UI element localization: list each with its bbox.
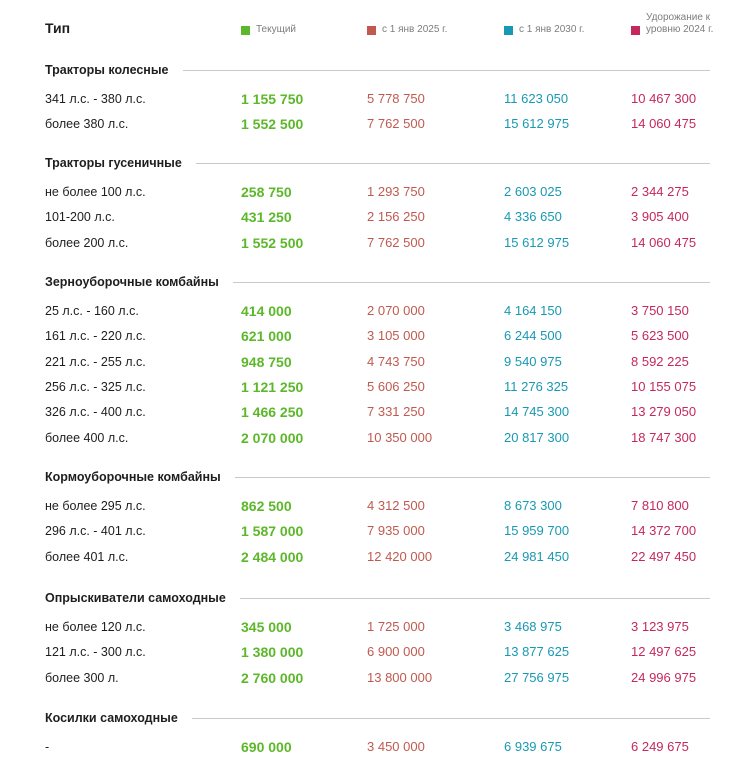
row-label: не более 295 л.с. [45, 499, 146, 513]
row-label: 296 л.с. - 401 л.с. [45, 524, 146, 539]
value-rise: 3 750 150 [631, 303, 689, 318]
value-y2030: 13 877 625 [504, 644, 570, 660]
value-y2030: 9 540 975 [504, 353, 562, 369]
table-row [0, 402, 750, 422]
value-y2025: 3 450 000 [367, 739, 425, 754]
value-y2025: 13 800 000 [367, 669, 433, 685]
row-label: 121 л.с. - 300 л.с. [45, 645, 146, 660]
value-current: 2 070 000 [241, 429, 304, 446]
value-y2030: 11 276 325 [504, 378, 569, 394]
value-current: 1 587 000 [241, 523, 304, 540]
legend-2030-label: с 1 янв 2030 г. [519, 24, 585, 35]
section-title: Зерноуборочные комбайны [45, 275, 219, 289]
value-current: 258 750 [241, 184, 292, 200]
table-row [0, 617, 750, 637]
section-title: Тракторы колесные [45, 63, 169, 77]
value-y2030: 3 468 975 [504, 619, 562, 634]
section-header [45, 155, 710, 171]
value-y2025: 1 725 000 [367, 619, 425, 634]
value-current: 1 380 000 [241, 644, 304, 661]
section-divider [192, 718, 710, 719]
value-y2025: 12 420 000 [367, 548, 433, 564]
row-label: 256 л.с. - 325 л.с. [45, 379, 146, 394]
red-swatch-icon [367, 26, 376, 35]
row-label: 326 л.с. - 400 л.с. [45, 405, 146, 420]
value-current: 1 552 500 [241, 116, 304, 133]
legend-rise-label: Удорожание к уровню 2024 г. [646, 12, 714, 35]
value-rise: 14 060 475 [631, 234, 697, 250]
row-label: 221 л.с. - 255 л.с. [45, 354, 146, 369]
value-y2025: 6 900 000 [367, 644, 425, 660]
table-header [0, 0, 750, 60]
row-label: 341 л.с. - 380 л.с. [45, 92, 146, 106]
value-y2025: 7 935 000 [367, 523, 425, 539]
table-row [0, 233, 750, 253]
table-row [0, 352, 750, 372]
value-rise: 18 747 300 [631, 429, 697, 445]
value-y2025: 1 293 750 [367, 184, 425, 199]
table-row [0, 326, 750, 346]
value-y2030: 15 959 700 [504, 523, 570, 539]
row-label: более 380 л.с. [45, 117, 129, 132]
value-y2025: 4 743 750 [367, 353, 425, 369]
table-row [0, 89, 750, 109]
value-rise: 3 123 975 [631, 619, 689, 634]
row-label: не более 120 л.с. [45, 620, 146, 634]
value-y2025: 3 105 000 [367, 328, 425, 344]
table-row [0, 642, 750, 662]
value-current: 2 760 000 [241, 669, 304, 686]
table-row [0, 668, 750, 688]
value-rise: 13 279 050 [631, 404, 697, 420]
value-y2030: 27 756 975 [504, 669, 570, 685]
value-rise: 7 810 800 [631, 498, 689, 513]
value-current: 862 500 [241, 498, 292, 514]
section-divider [233, 282, 710, 283]
value-y2025: 2 156 250 [367, 209, 425, 225]
value-y2025: 4 312 500 [367, 498, 425, 513]
value-y2030: 15 612 975 [504, 234, 570, 250]
table-row [0, 547, 750, 567]
value-y2030: 6 939 675 [504, 739, 562, 754]
value-rise: 14 060 475 [631, 116, 697, 132]
value-y2025: 7 331 250 [367, 404, 425, 420]
legend-current [241, 24, 296, 36]
teal-swatch-icon [504, 26, 513, 35]
value-current: 1 121 250 [241, 378, 304, 395]
legend-2030 [504, 24, 584, 36]
section-header [45, 469, 710, 485]
section-divider [183, 70, 711, 71]
row-label: не более 100 л.с. [45, 185, 146, 199]
value-rise: 3 905 400 [631, 209, 689, 225]
green-swatch-icon [241, 26, 250, 35]
value-rise: 2 344 275 [631, 184, 689, 199]
value-rise: 8 592 225 [631, 353, 689, 369]
value-y2030: 6 244 500 [504, 328, 562, 344]
section-divider [196, 163, 710, 164]
value-current: 1 552 500 [241, 234, 304, 251]
value-rise: 22 497 450 [631, 548, 697, 564]
section-title: Опрыскиватели самоходные [45, 591, 226, 605]
value-current: 948 750 [241, 353, 292, 370]
value-current: 690 000 [241, 739, 292, 755]
value-y2030: 24 981 450 [504, 548, 570, 564]
value-y2030: 11 623 050 [504, 91, 569, 106]
row-label: более 401 л.с. [45, 549, 129, 564]
section-header [45, 274, 710, 290]
value-y2025: 7 762 500 [367, 234, 425, 250]
table-row [0, 301, 750, 321]
row-label: 25 л.с. - 160 л.с. [45, 304, 139, 318]
value-y2025: 7 762 500 [367, 116, 425, 132]
value-current: 621 000 [241, 328, 292, 345]
table-row [0, 377, 750, 397]
value-rise: 12 497 625 [631, 644, 697, 660]
table-row [0, 207, 750, 227]
value-rise: 14 372 700 [631, 523, 697, 539]
table-row [0, 182, 750, 202]
legend-2025 [367, 24, 447, 36]
row-label: более 300 л. [45, 670, 119, 685]
value-current: 431 250 [241, 209, 292, 226]
value-current: 345 000 [241, 619, 292, 635]
table-row [0, 114, 750, 134]
section-divider [240, 598, 710, 599]
section-title: Кормоуборочные комбайны [45, 470, 221, 484]
table-row [0, 496, 750, 516]
value-rise: 5 623 500 [631, 328, 689, 344]
legend-current-label: Текущий [256, 24, 296, 35]
value-y2025: 2 070 000 [367, 303, 425, 318]
value-y2030: 4 336 650 [504, 209, 562, 225]
section-header [45, 62, 710, 78]
legend-2025-label: с 1 янв 2025 г. [382, 24, 448, 35]
row-label: более 400 л.с. [45, 430, 129, 445]
row-label: - [45, 740, 50, 754]
value-rise: 24 996 975 [631, 669, 697, 685]
value-y2030: 14 745 300 [504, 404, 570, 420]
value-current: 1 155 750 [241, 91, 304, 107]
value-current: 1 466 250 [241, 404, 304, 421]
table-row [0, 737, 750, 757]
type-column-header: Тип [45, 20, 71, 36]
value-y2030: 4 164 150 [504, 303, 562, 318]
magenta-swatch-icon [631, 26, 640, 35]
value-y2025: 5 606 250 [367, 378, 425, 394]
table-row [0, 521, 750, 541]
value-rise: 10 155 075 [631, 378, 697, 394]
legend-rise [631, 12, 726, 36]
section-title: Тракторы гусеничные [45, 156, 182, 170]
section-header [45, 710, 710, 726]
value-current: 414 000 [241, 303, 292, 319]
row-label: 161 л.с. - 220 л.с. [45, 329, 146, 344]
section-divider [235, 477, 710, 478]
row-label: 101-200 л.с. [45, 210, 115, 225]
table-row [0, 428, 750, 448]
value-current: 2 484 000 [241, 548, 304, 565]
value-y2025: 10 350 000 [367, 429, 433, 445]
value-y2025: 5 778 750 [367, 91, 425, 106]
value-rise: 10 467 300 [631, 91, 697, 106]
row-label: более 200 л.с. [45, 235, 129, 250]
value-y2030: 8 673 300 [504, 498, 562, 513]
value-y2030: 20 817 300 [504, 429, 570, 445]
section-title: Косилки самоходные [45, 711, 178, 725]
value-y2030: 15 612 975 [504, 116, 570, 132]
value-rise: 6 249 675 [631, 739, 689, 754]
section-header [45, 590, 710, 606]
value-y2030: 2 603 025 [504, 184, 562, 199]
